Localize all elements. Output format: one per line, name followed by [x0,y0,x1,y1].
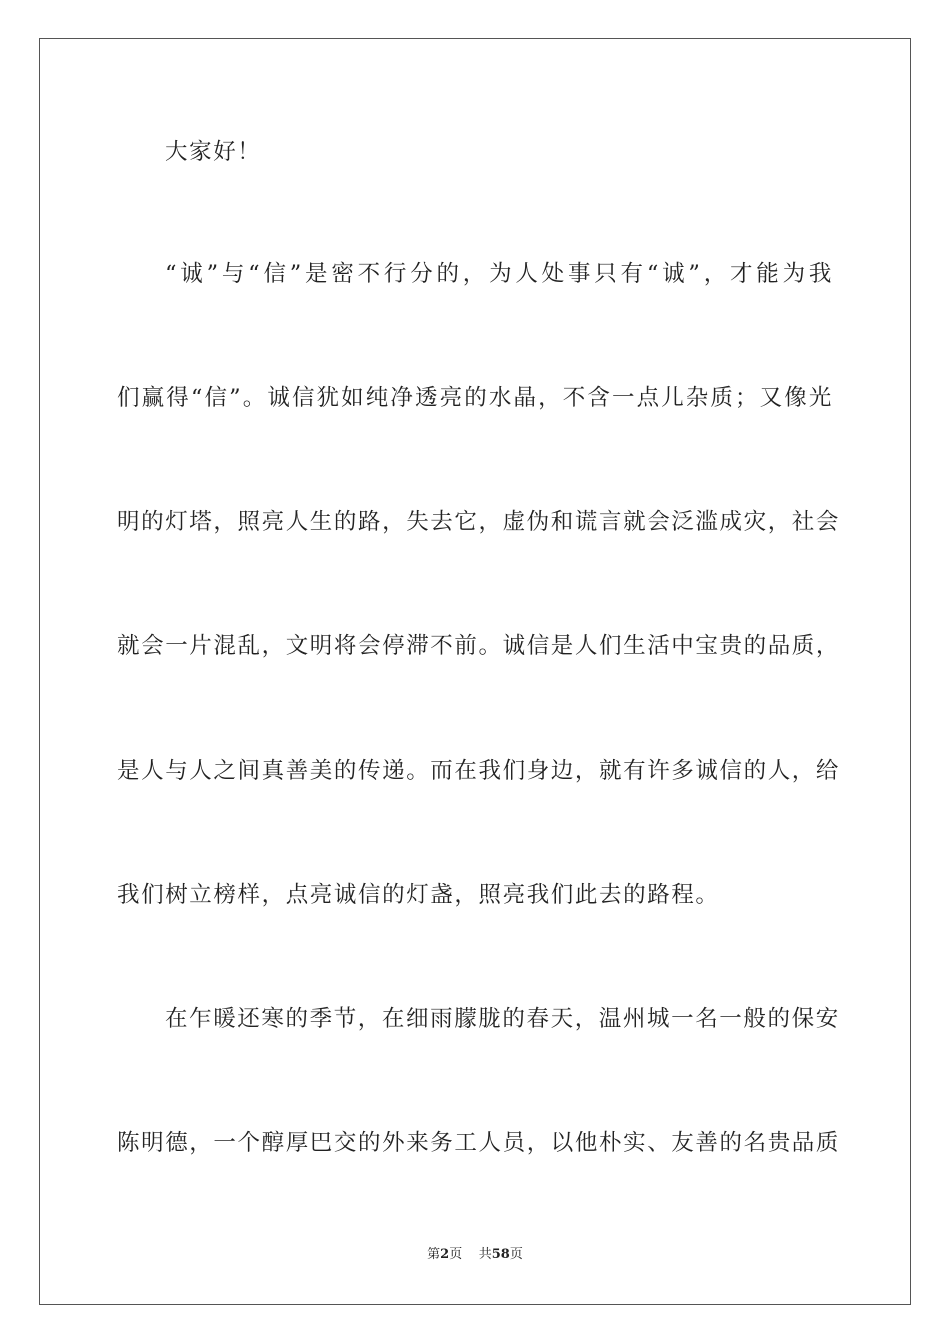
paragraph-2-line-1: 在乍暖还寒的季节，在细雨朦胧的春天，温州城一名一般的保安 [165,1006,840,1032]
paragraph-2-line-2: 陈明德，一个醇厚巴交的外来务工人员，以他朴实、友善的名贵品质 [117,1130,841,1156]
paragraph-1-line-6: 我们树立榜样，点亮诚信的灯盏，照亮我们此去的路程。 [117,882,720,908]
page-footer [0,1246,950,1264]
paragraph-1-line-4: 就会一片混乱，文明将会停滞不前。诚信是人们生活中宝贵的品质， [117,633,841,659]
paragraph-1-line-2: 们赢得“信”。诚信犹如纯净透亮的水晶，不含一点儿杂质；又像光 [117,385,833,411]
greeting: 大家好！ [165,139,262,165]
footer-page-suffix: 页 [449,1247,463,1262]
paragraph-1-line-1: “诚”与“信”是密不行分的，为人处事只有“诚”，才能为我 [165,261,833,287]
page-border [39,38,911,1305]
footer-total-suffix: 页 [509,1247,523,1262]
footer-total-prefix: 共 [478,1247,492,1262]
footer-page-prefix: 第 [427,1247,441,1262]
paragraph-1-line-3: 明的灯塔，照亮人生的路，失去它，虚伪和谎言就会泛滥成灾，社会 [117,509,841,535]
paragraph-1-line-5: 是人与人之间真善美的传递。而在我们身边，就有许多诚信的人，给 [117,758,841,784]
footer-page-number: 2 [440,1247,450,1262]
footer-total-pages: 58 [491,1247,510,1262]
